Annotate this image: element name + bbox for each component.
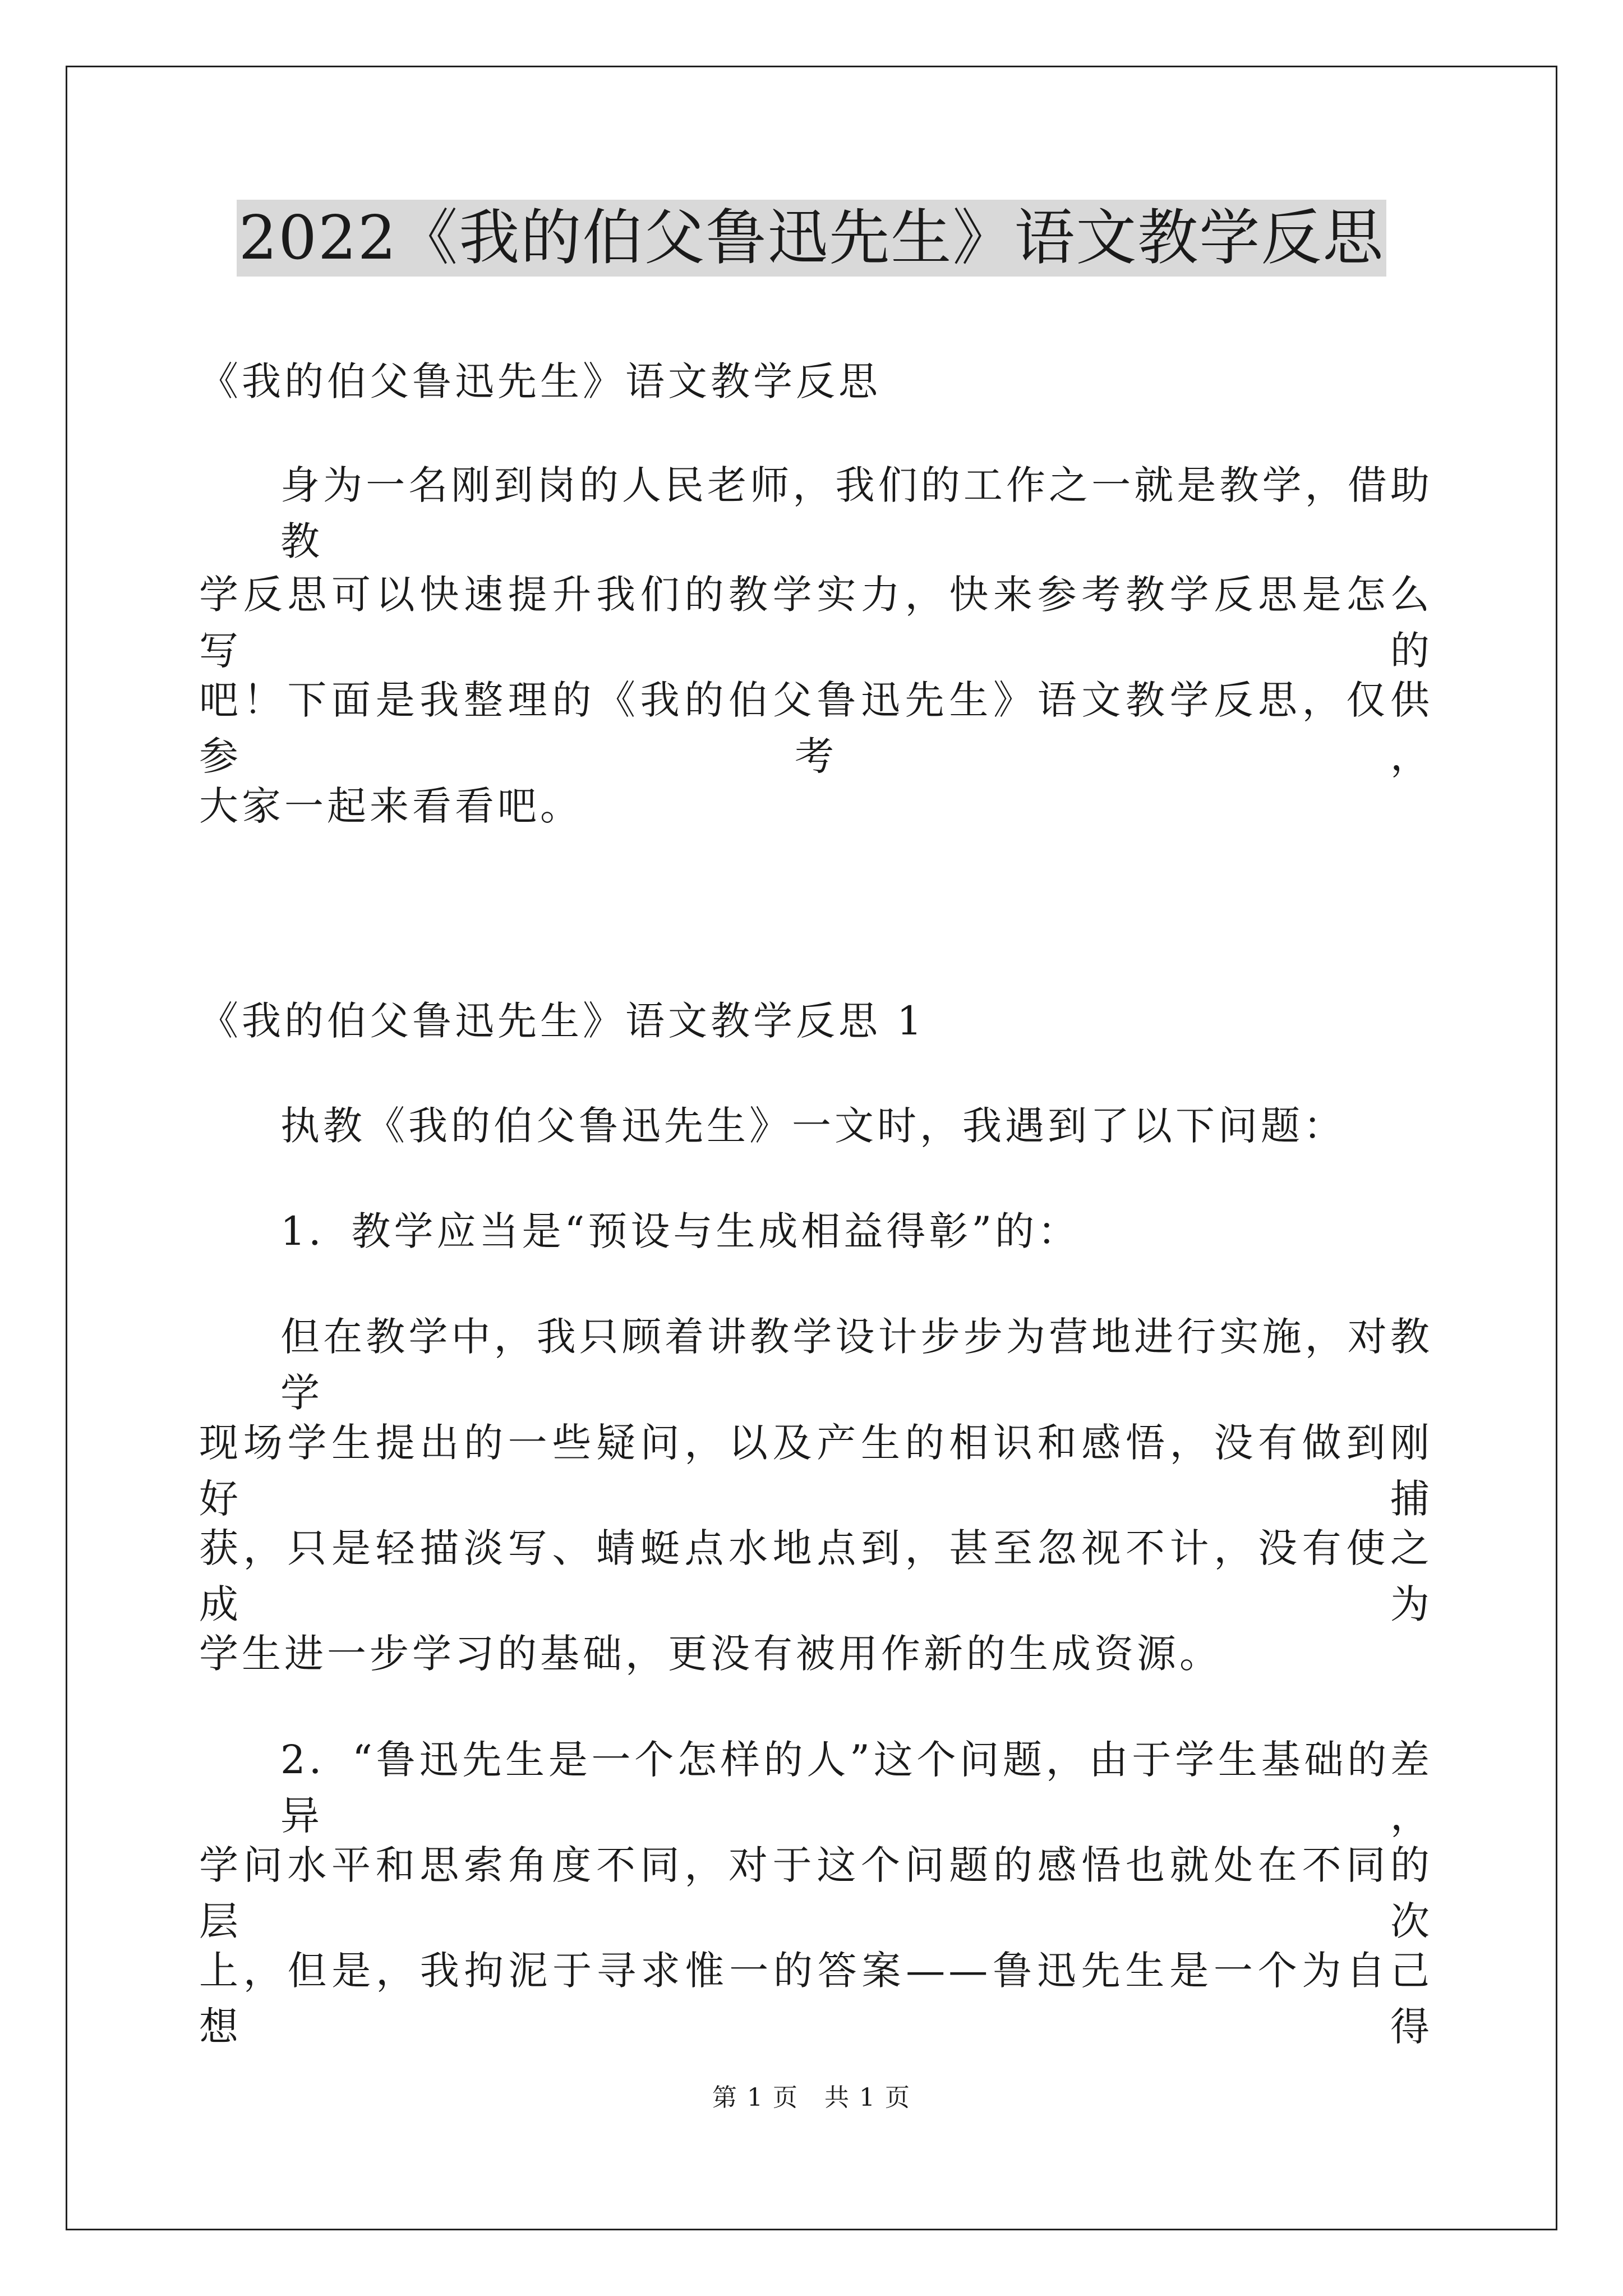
paragraph-line: 上，但是，我拘泥于寻求惟一的答案——鲁迅先生是一个为自己想得 (199, 1948, 1433, 2050)
paragraph-line: 大家一起来看看吧。 (199, 783, 583, 829)
paragraph-line: 获，只是轻描淡写、蜻蜓点水地点到，甚至忽视不计，没有使之成为 (199, 1525, 1433, 1627)
document-title-text: 2022《我的伯父鲁迅先生》语文教学反思 (237, 200, 1387, 277)
paragraph-line: 吧！下面是我整理的《我的伯父鲁迅先生》语文教学反思，仅供参考， (199, 677, 1433, 779)
paragraph-line: 但在教学中，我只顾着讲教学设计步步为营地进行实施，对教学 (280, 1314, 1433, 1416)
paragraph-line: 身为一名刚到岗的人民老师，我们的工作之一就是教学，借助教 (280, 462, 1433, 564)
section-heading-intro: 《我的伯父鲁迅先生》语文教学反思 (199, 358, 881, 404)
paragraph-line: 现场学生提出的一些疑问，以及产生的相识和感悟，没有做到刚好捕 (199, 1420, 1433, 1522)
paragraph-line: 学生进一步学习的基础，更没有被用作新的生成资源。 (199, 1631, 1222, 1677)
document-title (0, 199, 1623, 278)
list-item-2: 2．“鲁迅先生是一个怎样的人”这个问题，由于学生基础的差异， (280, 1737, 1433, 1839)
paragraph-line: 执教《我的伯父鲁迅先生》一文时，我遇到了以下问题： (280, 1103, 1346, 1149)
section-heading-1: 《我的伯父鲁迅先生》语文教学反思 1 (199, 998, 925, 1044)
list-item-1: 1．教学应当是“预设与生成相益得彰”的： (280, 1208, 1081, 1254)
paragraph-line: 学问水平和思索角度不同，对于这个问题的感悟也就处在不同的层次 (199, 1842, 1433, 1944)
paragraph-line: 学反思可以快速提升我们的教学实力，快来参考教学反思是怎么写的 (199, 572, 1433, 674)
page-footer: 第 1 页 共 1 页 (712, 2083, 911, 2112)
